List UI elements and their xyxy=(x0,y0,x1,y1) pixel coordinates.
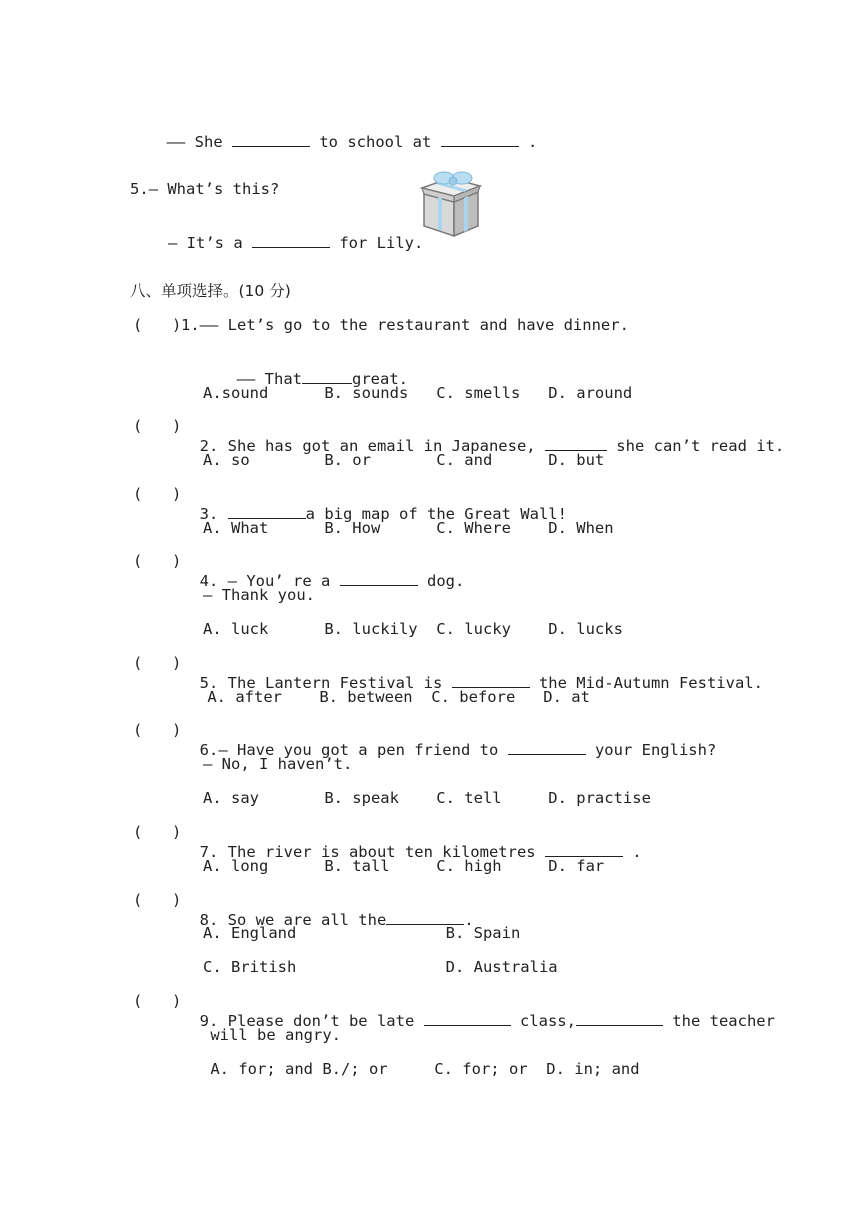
answer-paren-close: ) xyxy=(172,891,182,909)
dialogue-line: — No, I haven’t. xyxy=(203,755,353,773)
stem-text-a: 4. — You’ re a xyxy=(199,572,340,590)
dialogue-text-a: —— That xyxy=(236,370,302,388)
dialogue-line: — Thank you. xyxy=(203,586,315,604)
answer-paren-open: ( xyxy=(133,891,143,909)
stem-text-b: dog. xyxy=(417,572,465,590)
options-line: A. luck B. luckily C. lucky D. lucks xyxy=(203,620,623,638)
answer-paren-close: ) xyxy=(172,654,182,672)
stem-text-a: 2. She has got an email in Japanese, xyxy=(199,437,545,455)
answer-paren-close: ) xyxy=(172,485,182,503)
blank-field[interactable] xyxy=(576,1011,663,1026)
question-5-text-a: — It’s a xyxy=(158,234,252,252)
options-line: C. British D. Australia xyxy=(203,958,558,976)
stem-text-a: 3. xyxy=(199,505,228,523)
stem-text-a: 8. So we are all the xyxy=(199,911,387,929)
options-line: A. England B. Spain xyxy=(203,924,521,942)
section-title: 八、单项选择。(10 分) xyxy=(130,282,291,300)
stem-text-a: 7. The river is about ten kilometres xyxy=(199,843,545,861)
blank-field[interactable] xyxy=(545,842,623,857)
answer-paren-close: ) xyxy=(172,721,182,739)
stem-text-b: she can’t read it. xyxy=(606,437,785,455)
answer-text-b: to school at xyxy=(310,133,441,151)
answer-paren-close: ) xyxy=(172,417,182,435)
blank-field[interactable] xyxy=(424,1011,511,1026)
question-stem-continued: will be angry. xyxy=(201,1026,341,1044)
answer-paren-open: ( xyxy=(133,417,143,435)
stem-text-b: a big map of the Great Wall! xyxy=(305,505,567,523)
answer-paren-open: ( xyxy=(133,823,143,841)
blank-field[interactable] xyxy=(545,436,607,451)
gift-box-icon xyxy=(414,168,486,240)
options-line: A. What B. How C. Where D. When xyxy=(203,519,614,537)
options-line: A. after B. between C. before D. at xyxy=(198,688,590,706)
stem-text-b: class, xyxy=(510,1012,576,1030)
options-line: A. so B. or C. and D. but xyxy=(203,451,605,469)
stem-text-b: the Mid-Autumn Festival. xyxy=(529,674,763,692)
stem-text-a: 6.— Have you got a pen friend to xyxy=(199,741,508,759)
answer-paren-open: ( xyxy=(133,316,143,334)
stem-text-b: your English? xyxy=(585,741,717,759)
question-5-line-1: 5.— What’s this? xyxy=(130,180,280,198)
answer-line-4 xyxy=(148,112,537,152)
question-5-text-b: for Lily. xyxy=(330,234,424,252)
answer-paren-open: ( xyxy=(133,721,143,739)
blank-field[interactable] xyxy=(340,571,418,586)
blank-field[interactable] xyxy=(232,132,310,147)
stem-text-c: the teacher xyxy=(662,1012,775,1030)
question-stem: 1.—— Let’s go to the restaurant and have dinner. xyxy=(181,316,629,334)
blank-field[interactable] xyxy=(252,233,330,248)
question-5-line-2 xyxy=(140,213,423,253)
stem-text-a: 9. Please don’t be late xyxy=(199,1012,424,1030)
stem-text-b: . xyxy=(622,843,642,861)
blank-field[interactable] xyxy=(302,369,352,384)
blank-field[interactable] xyxy=(508,740,586,755)
answer-paren-close: ) xyxy=(172,823,182,841)
answer-paren-open: ( xyxy=(133,992,143,1010)
blank-field[interactable] xyxy=(452,673,530,688)
answer-paren-open: ( xyxy=(133,552,143,570)
stem-text-b: . xyxy=(464,911,474,929)
options-line: A. long B. tall C. high D. far xyxy=(203,857,605,875)
answer-paren-close: ) xyxy=(172,992,182,1010)
answer-paren-close: ) xyxy=(172,552,182,570)
blank-field[interactable] xyxy=(441,132,519,147)
answer-text-c: . xyxy=(518,133,538,151)
stem-text-a: 5. The Lantern Festival is xyxy=(199,674,452,692)
options-line: A.sound B. sounds C. smells D. around xyxy=(203,384,633,402)
answer-paren-open: ( xyxy=(133,654,143,672)
options-line: A. for; and B./; or C. for; or D. in; and xyxy=(201,1060,640,1078)
answer-paren-close: ) xyxy=(172,316,182,334)
blank-field[interactable] xyxy=(228,504,306,519)
options-line: A. say B. speak C. tell D. practise xyxy=(203,789,651,807)
dialogue-text-b: great. xyxy=(352,370,408,388)
answer-paren-open: ( xyxy=(133,485,143,503)
answer-text-a: —— She xyxy=(166,133,232,151)
